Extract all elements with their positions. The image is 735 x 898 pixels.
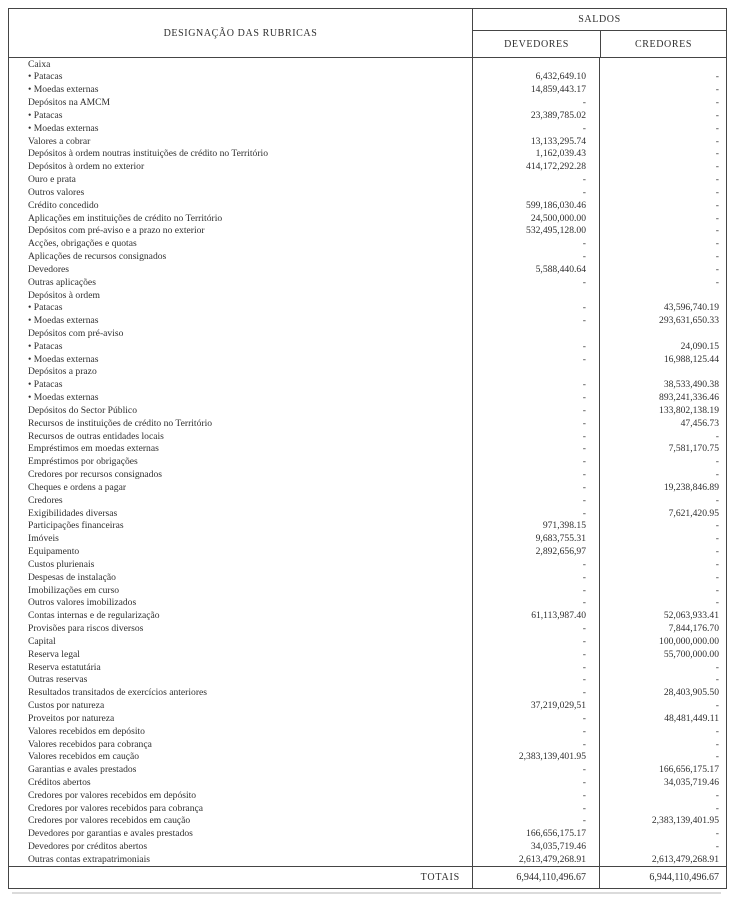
rubrica-label: Imobilizações em curso (28, 584, 120, 596)
table-body (9, 58, 726, 866)
devedores-value: - (472, 507, 599, 520)
credores-value: 28,403,905.50 (599, 687, 726, 700)
devedores-value: - (472, 661, 599, 674)
devedores-value: 24,500,000.00 (472, 212, 599, 225)
credores-value: - (599, 520, 726, 533)
credores-value: - (599, 545, 726, 558)
rubrica-label: Aplicações em instituições de crédito no Território (28, 212, 223, 224)
table-row (9, 379, 726, 392)
rubrica-label: Custos plurienais (28, 558, 95, 570)
rubrica-label: Depósitos com pré-aviso (28, 328, 124, 339)
credores-value: - (599, 533, 726, 546)
devedores-value: 971,398.15 (472, 520, 599, 533)
table-row (9, 212, 726, 225)
table-row (9, 789, 726, 802)
credores-value: 24,090.15 (599, 340, 726, 353)
table-header (9, 9, 726, 58)
rubrica-label: Outras contas extrapatrimoniais (28, 853, 151, 865)
devedores-value: - (472, 815, 599, 828)
table-row (9, 738, 726, 751)
credores-value: - (599, 469, 726, 482)
rubrica-label: Participações financeiras (28, 520, 124, 532)
totals-label: TOTAIS (420, 871, 460, 883)
rubrica-label: Devedores (28, 263, 70, 275)
credores-value: - (599, 84, 726, 97)
rubrica-label: Provisões para riscos diversos (28, 623, 144, 635)
rubrica-label: Ouro e prata (28, 174, 76, 186)
table-row (9, 148, 726, 161)
credores-value: - (599, 725, 726, 738)
rubrica-label: • Patacas (28, 302, 63, 314)
credores-value (599, 366, 726, 379)
table-row (9, 507, 726, 520)
table-row (9, 161, 726, 174)
devedores-value: - (472, 392, 599, 405)
credores-value: 2,613,479,268.91 (599, 853, 726, 866)
credores-value: - (599, 661, 726, 674)
totals-devedores-value: 6,944,110,496.67 (472, 867, 599, 888)
rubrica-label: Caixa (28, 58, 51, 70)
credores-value: 166,656,175.17 (599, 764, 726, 777)
devedores-value: - (472, 443, 599, 456)
rubrica-label: • Patacas (28, 340, 63, 352)
table-row (9, 533, 726, 546)
table-row (9, 712, 726, 725)
rubrica-label: Credores por valores recebidos em depósito (28, 789, 197, 801)
devedores-value: - (472, 725, 599, 738)
table-row (9, 289, 726, 302)
devedores-value (472, 327, 599, 340)
credores-value: - (599, 186, 726, 199)
devedores-value: 5,588,440.64 (472, 263, 599, 276)
devedores-value: - (472, 674, 599, 687)
credores-value: - (599, 841, 726, 854)
rubrica-label: Equipamento (28, 546, 80, 558)
devedores-value: - (472, 494, 599, 507)
rubrica-label: Valores a cobrar (28, 135, 91, 147)
credores-value: - (599, 173, 726, 186)
credores-value: - (599, 456, 726, 469)
table-row (9, 238, 726, 251)
rubrica-label: Exigibilidades diversas (28, 507, 118, 519)
rubrica-label: Depósitos com pré-aviso e a prazo no exterior (28, 225, 205, 237)
table-row (9, 186, 726, 199)
devedores-value: 532,495,128.00 (472, 225, 599, 238)
devedores-value: - (472, 456, 599, 469)
credores-value: 100,000,000.00 (599, 635, 726, 648)
credores-value: - (599, 250, 726, 263)
table-row (9, 751, 726, 764)
devedores-value: - (472, 379, 599, 392)
credores-value (599, 289, 726, 302)
balance-sheet-table (8, 8, 727, 889)
table-row (9, 520, 726, 533)
devedores-value: 599,186,030.46 (472, 199, 599, 212)
credores-value: - (599, 263, 726, 276)
rubrica-label: Depósitos à ordem (28, 289, 100, 301)
table-row (9, 635, 726, 648)
devedores-value: 23,389,785.02 (472, 109, 599, 122)
credores-value: 7,621,420.95 (599, 507, 726, 520)
table-row (9, 443, 726, 456)
table-row (9, 173, 726, 186)
credores-value: - (599, 199, 726, 212)
devedores-value: - (472, 315, 599, 328)
rubrica-label: Custos por natureza (28, 700, 105, 712)
rubrica-label: Outros valores (28, 186, 85, 198)
credores-value: - (599, 71, 726, 84)
table-row (9, 699, 726, 712)
credores-value: - (599, 109, 726, 122)
table-row (9, 340, 726, 353)
rubrica-label: Recursos de instituições de crédito no Território (28, 417, 213, 429)
devedores-value: - (472, 340, 599, 353)
credores-value: 38,533,490.38 (599, 379, 726, 392)
devedores-value: 34,035,719.46 (472, 841, 599, 854)
devedores-value: 13,133,295.74 (472, 135, 599, 148)
rubrica-label: Valores recebidos em caução (28, 751, 140, 763)
credores-value: 2,383,139,401.95 (599, 815, 726, 828)
credores-value: - (599, 597, 726, 610)
table-row (9, 392, 726, 405)
credores-value: - (599, 96, 726, 109)
scan-artifact-line (12, 892, 721, 894)
rubrica-label: Imóveis (28, 533, 59, 545)
rubrica-label: Valores recebidos para cobrança (28, 738, 152, 750)
devedores-value: - (472, 584, 599, 597)
credores-value (599, 327, 726, 340)
table-row (9, 135, 726, 148)
credores-value: - (599, 148, 726, 161)
rubrica-label: Reserva legal (28, 648, 80, 660)
rubrica-label: Depósitos à ordem no exterior (28, 161, 145, 173)
rubrica-label: Garantias e avales prestados (28, 764, 137, 776)
rubrica-label: Acções, obrigações e quotas (28, 238, 137, 250)
table-row (9, 841, 726, 854)
devedores-value: - (472, 622, 599, 635)
table-row (9, 584, 726, 597)
credores-value: - (599, 674, 726, 687)
credores-value: - (599, 802, 726, 815)
devedores-value: 2,613,479,268.91 (472, 853, 599, 866)
table-row (9, 109, 726, 122)
devedores-value: - (472, 571, 599, 584)
devedores-value: 2,892,656,97 (472, 545, 599, 558)
devedores-value: - (472, 353, 599, 366)
rubrica-label: • Patacas (28, 379, 63, 391)
table-row (9, 276, 726, 289)
table-row (9, 648, 726, 661)
devedores-value: - (472, 712, 599, 725)
table-row (9, 84, 726, 97)
devedores-value: 6,432,649.10 (472, 71, 599, 84)
totals-credores-value: 6,944,110,496.67 (599, 867, 726, 888)
credores-value: 48,481,449.11 (599, 712, 726, 725)
column-header-credores: CREDORES (600, 31, 726, 57)
credores-value: 16,988,125.44 (599, 353, 726, 366)
rubrica-label: Credores (28, 494, 63, 506)
rubrica-label: • Moedas externas (28, 122, 99, 134)
devedores-value: - (472, 481, 599, 494)
devedores-value: - (472, 173, 599, 186)
devedores-value: 61,113,987.40 (472, 610, 599, 623)
rubrica-label: Depósitos na AMCM (28, 97, 111, 109)
credores-value: 7,844,176.70 (599, 622, 726, 635)
credores-value: 19,238,846.89 (599, 481, 726, 494)
rubrica-label: • Moedas externas (28, 353, 99, 365)
devedores-value: - (472, 789, 599, 802)
credores-value: 893,241,336.46 (599, 392, 726, 405)
table-row (9, 456, 726, 469)
credores-value: 34,035,719.46 (599, 776, 726, 789)
credores-value: 43,596,740.19 (599, 302, 726, 315)
rubrica-label: Proveitos por natureza (28, 712, 115, 724)
column-header-designacao: DESIGNAÇÃO DAS RUBRICAS (163, 27, 318, 39)
devedores-value: 414,172,292.28 (472, 161, 599, 174)
table-row (9, 404, 726, 417)
credores-value: - (599, 276, 726, 289)
table-row (9, 199, 726, 212)
credores-value: - (599, 122, 726, 135)
table-row (9, 853, 726, 866)
credores-value: 47,456.73 (599, 417, 726, 430)
credores-value: - (599, 571, 726, 584)
rubrica-label: Aplicações de recursos consignados (28, 251, 167, 263)
column-group-header-saldos: SALDOS (473, 9, 726, 31)
credores-value: - (599, 135, 726, 148)
rubrica-label: Empréstimos por obrigações (28, 456, 138, 468)
rubrica-label: • Moedas externas (28, 392, 99, 404)
sub-header-row (473, 31, 726, 57)
table-row (9, 725, 726, 738)
table-row (9, 776, 726, 789)
devedores-value: - (472, 250, 599, 263)
devedores-value: - (472, 430, 599, 443)
table-row (9, 96, 726, 109)
rubrica-label: Depósitos do Sector Público (28, 404, 137, 416)
rubrica-label: Despesas de instalação (28, 571, 116, 583)
devedores-value: - (472, 558, 599, 571)
rubrica-label: Devedores por créditos abertos (28, 841, 148, 853)
rubrica-label: Capital (28, 635, 56, 647)
table-row (9, 366, 726, 379)
rubrica-label: Credores por valores recebidos em caução (28, 815, 191, 827)
column-header-devedores: DEVEDORES (504, 38, 569, 50)
table-row (9, 622, 726, 635)
credores-value: 52,063,933.41 (599, 610, 726, 623)
table-row (9, 610, 726, 623)
table-row (9, 802, 726, 815)
rubrica-label: Resultados transitados de exercícios anteriores (28, 687, 208, 699)
table-row (9, 815, 726, 828)
rubrica-label: Depósitos à ordem noutras instituições de crédito no Território (28, 148, 269, 160)
devedores-value: - (472, 404, 599, 417)
table-row (9, 353, 726, 366)
rubrica-label: • Moedas externas (28, 84, 99, 96)
credores-value: - (599, 161, 726, 174)
rubrica-label: Recursos de outras entidades locais (28, 430, 164, 442)
table-row (9, 828, 726, 841)
devedores-value: 166,656,175.17 (472, 828, 599, 841)
devedores-value: - (472, 417, 599, 430)
rubrica-label: • Patacas (28, 71, 63, 83)
table-row (9, 417, 726, 430)
rubrica-label: Credores por recursos consignados (28, 469, 163, 481)
devedores-value: - (472, 96, 599, 109)
credores-value: - (599, 558, 726, 571)
credores-value: 55,700,000.00 (599, 648, 726, 661)
devedores-value: 14,859,443.17 (472, 84, 599, 97)
table-row (9, 263, 726, 276)
column-group-saldos (472, 9, 726, 57)
credores-value: 7,581,170.75 (599, 443, 726, 456)
credores-value: - (599, 494, 726, 507)
devedores-value: - (472, 186, 599, 199)
table-row (9, 571, 726, 584)
credores-value: - (599, 238, 726, 251)
table-row (9, 225, 726, 238)
devedores-value: - (472, 122, 599, 135)
devedores-value: 2,383,139,401.95 (472, 751, 599, 764)
devedores-value: 37,219,029,51 (472, 699, 599, 712)
rubrica-label: Crédito concedido (28, 199, 99, 211)
devedores-value: - (472, 776, 599, 789)
totals-row (9, 866, 726, 888)
credores-value: - (599, 738, 726, 751)
devedores-value: - (472, 238, 599, 251)
table-row (9, 250, 726, 263)
credores-value: 293,631,650.33 (599, 315, 726, 328)
table-row (9, 469, 726, 482)
credores-value: - (599, 212, 726, 225)
table-row (9, 315, 726, 328)
devedores-value: - (472, 469, 599, 482)
credores-value: - (599, 699, 726, 712)
rubrica-label: • Patacas (28, 109, 63, 121)
table-row (9, 71, 726, 84)
rubrica-label: • Moedas externas (28, 315, 99, 327)
table-row (9, 764, 726, 777)
rubrica-label: Credores por valores recebidos para cobrança (28, 802, 204, 814)
devedores-value (472, 289, 599, 302)
table-row (9, 674, 726, 687)
rubrica-label: Créditos abertos (28, 776, 91, 788)
table-row (9, 58, 726, 71)
devedores-value: - (472, 764, 599, 777)
credores-value: - (599, 430, 726, 443)
rubrica-label: Outras aplicações (28, 276, 96, 288)
table-row (9, 122, 726, 135)
devedores-value: - (472, 738, 599, 751)
rubrica-label: Outras reservas (28, 674, 88, 686)
devedores-value (472, 366, 599, 379)
credores-value (599, 58, 726, 71)
devedores-value: - (472, 597, 599, 610)
devedores-value: - (472, 648, 599, 661)
devedores-value: - (472, 302, 599, 315)
rubrica-label: Devedores por garantias e avales prestados (28, 828, 193, 840)
rubrica-label: Valores recebidos em depósito (28, 725, 145, 737)
rubrica-label: Reserva estatutária (28, 661, 101, 673)
devedores-value: - (472, 635, 599, 648)
credores-value: - (599, 225, 726, 238)
rubrica-label: Cheques e ordens a pagar (28, 481, 127, 493)
table-row (9, 661, 726, 674)
devedores-value: 1,162,039.43 (472, 148, 599, 161)
table-row (9, 597, 726, 610)
table-row (9, 494, 726, 507)
rubrica-label: Contas internas e de regularização (28, 610, 160, 622)
credores-value: 133,802,138.19 (599, 404, 726, 417)
devedores-value (472, 58, 599, 71)
devedores-value: 9,683,755.31 (472, 533, 599, 546)
credores-value: - (599, 751, 726, 764)
table-row (9, 558, 726, 571)
rubrica-label: Empréstimos em moedas externas (28, 443, 159, 455)
credores-value: - (599, 828, 726, 841)
table-row (9, 430, 726, 443)
devedores-value: - (472, 276, 599, 289)
table-row (9, 302, 726, 315)
devedores-value: - (472, 687, 599, 700)
credores-value: - (599, 789, 726, 802)
credores-value: - (599, 584, 726, 597)
devedores-value: - (472, 802, 599, 815)
table-row (9, 545, 726, 558)
table-row (9, 327, 726, 340)
table-row (9, 687, 726, 700)
rubrica-label: Depósitos a prazo (28, 366, 97, 378)
table-row (9, 481, 726, 494)
rubrica-label: Outros valores imobilizados (28, 597, 137, 609)
